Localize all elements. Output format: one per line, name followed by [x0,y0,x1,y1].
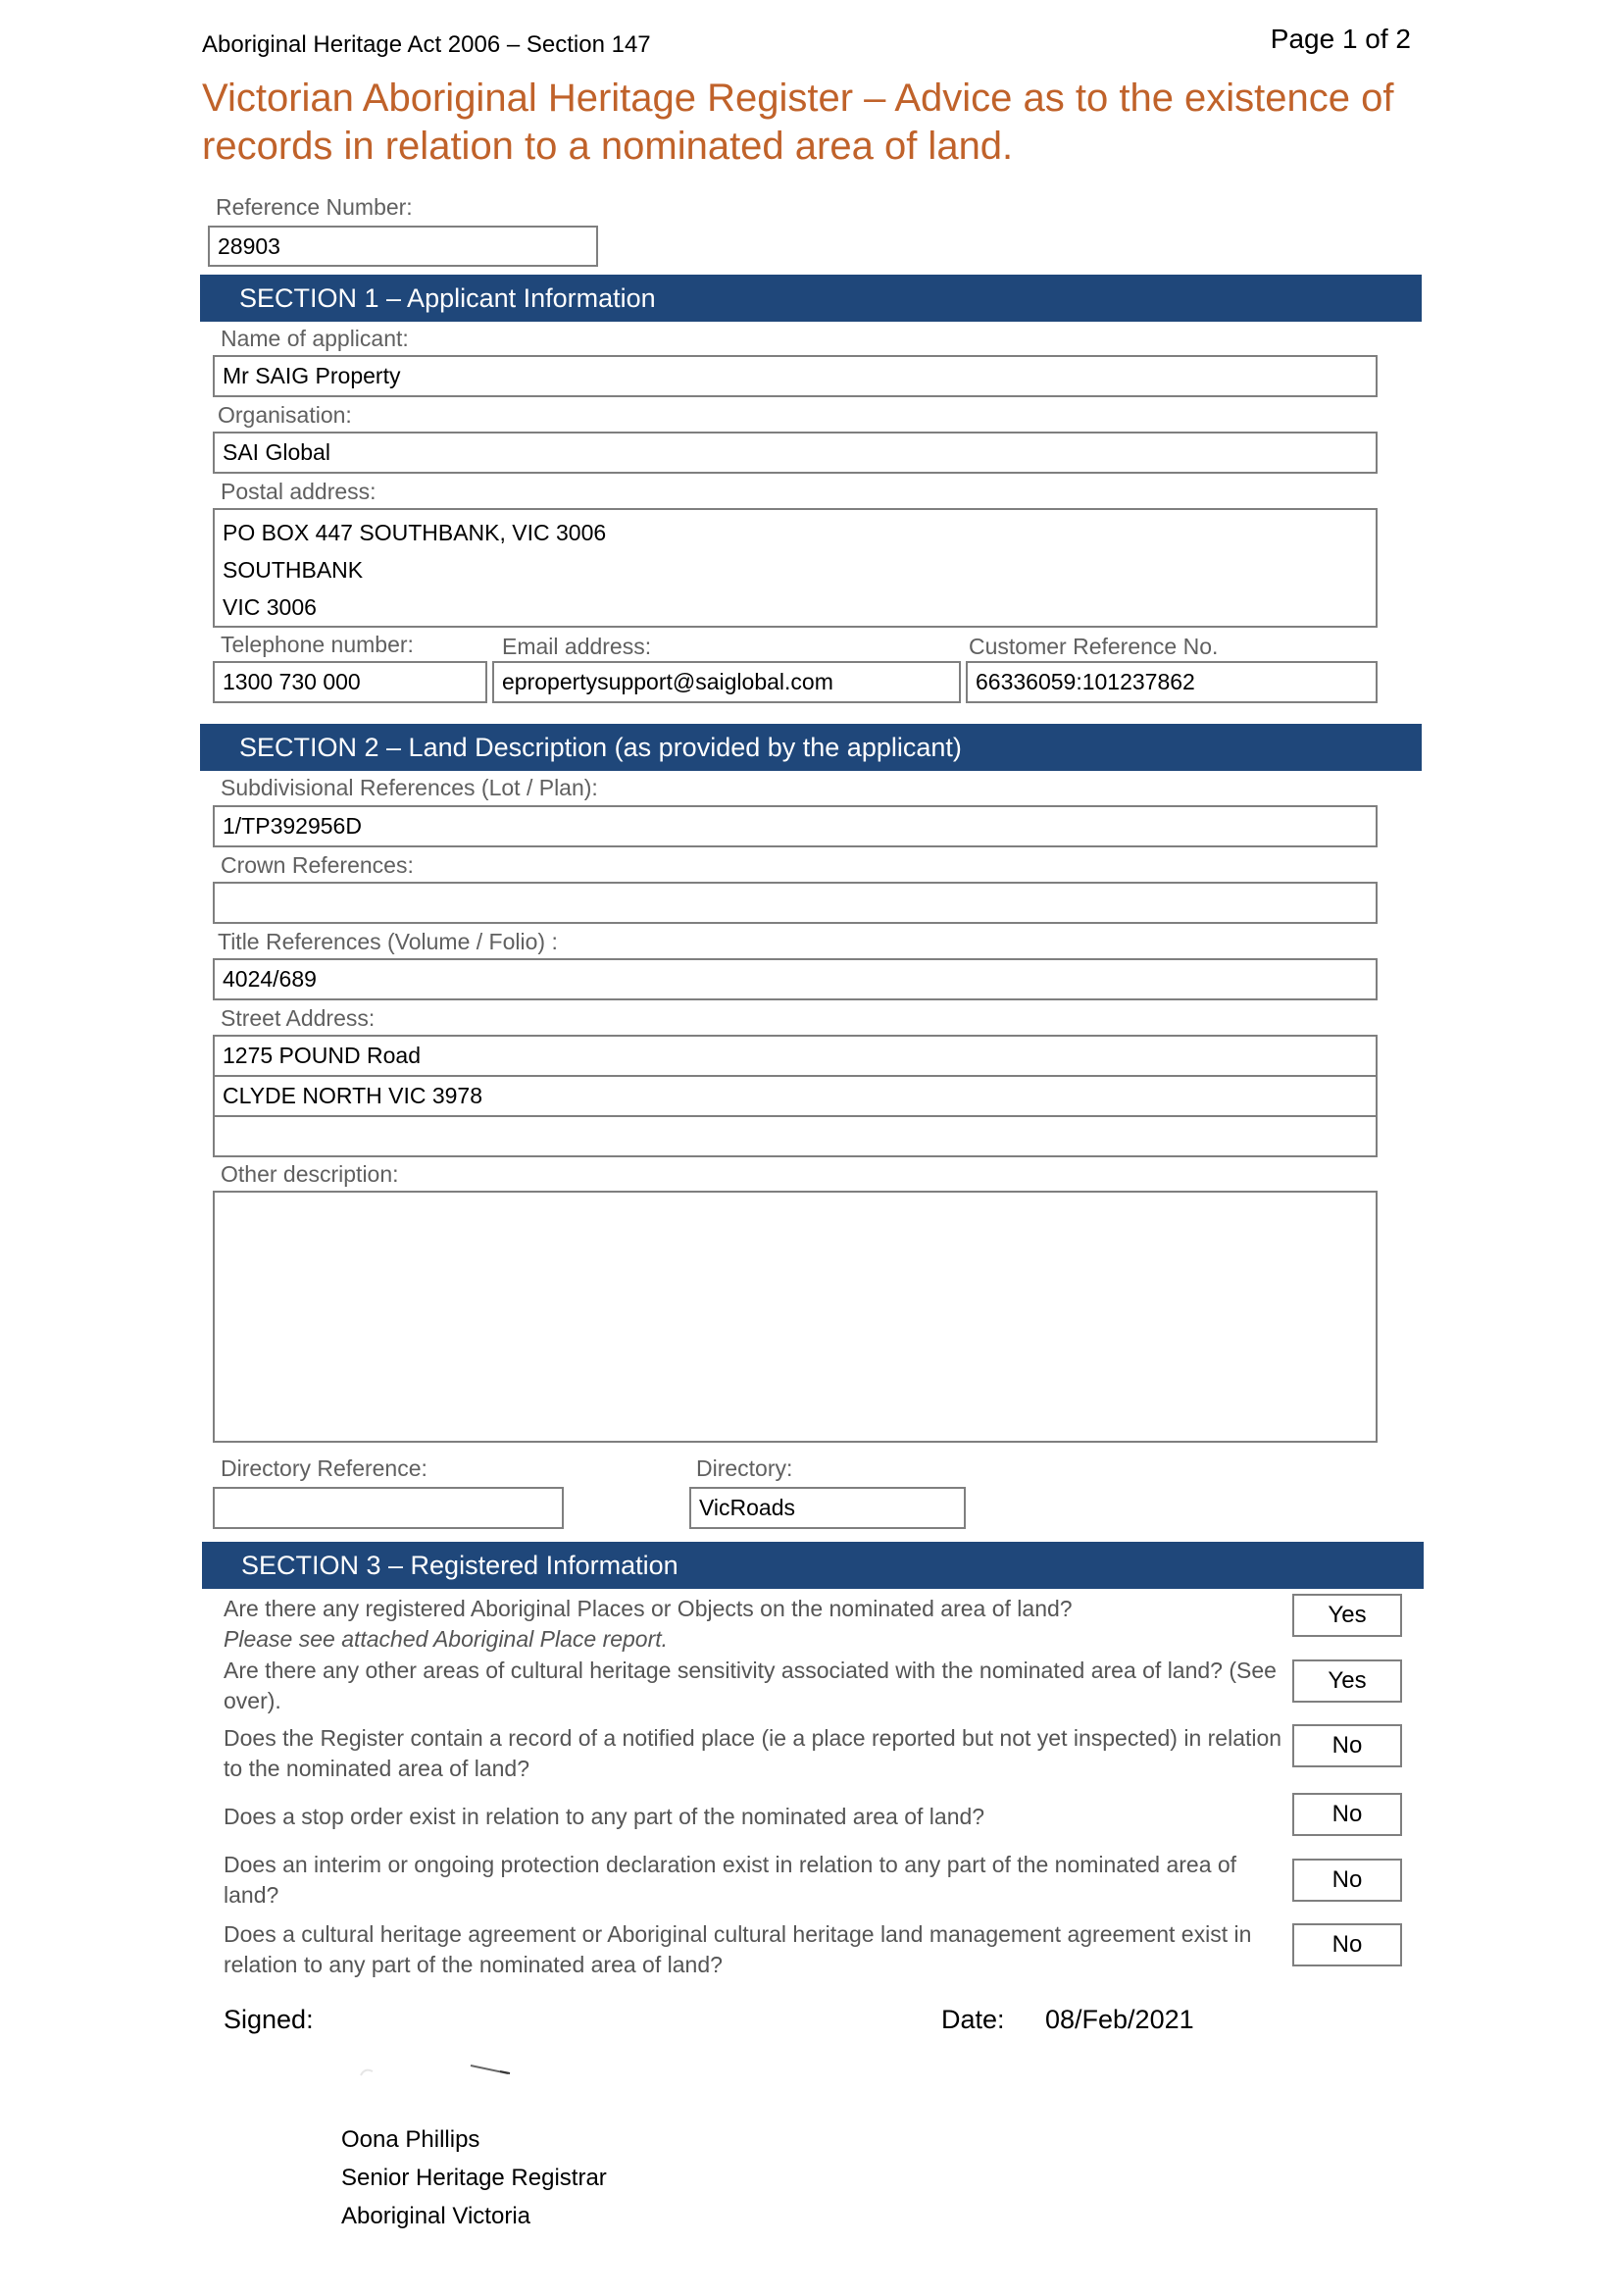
section-2-header: SECTION 2 – Land Description (as provided by the applicant) [200,724,1422,771]
signatory-role: Senior Heritage Registrar [341,2165,607,2191]
telephone-field: 1300 730 000 [213,661,487,703]
directory-reference-label: Directory Reference: [221,1455,427,1481]
date-value: 08/Feb/2021 [1045,2005,1194,2034]
customer-reference-field: 66336059:101237862 [966,661,1378,703]
answer-box: Yes [1292,1659,1402,1703]
subdivisional-references-field: 1/TP392956D [213,805,1378,847]
answer-box: No [1292,1724,1402,1767]
directory-reference-field [213,1487,564,1529]
applicant-name-field: Mr SAIG Property [213,355,1378,397]
postal-address-line: SOUTHBANK [223,557,364,583]
crown-references-label: Crown References: [221,852,414,878]
question-note: Please see attached Aboriginal Place report. [224,1626,669,1652]
street-address-line-1: 1275 POUND Road [213,1035,1378,1077]
section-1-header: SECTION 1 – Applicant Information [200,275,1422,322]
date-label: Date: [941,2005,1005,2034]
answer-box: No [1292,1793,1402,1836]
organisation-field: SAI Global [213,432,1378,474]
customer-reference-label: Customer Reference No. [969,634,1219,659]
street-address-line-3 [213,1115,1378,1157]
document-title: Victorian Aboriginal Heritage Register – Advice as to the existence of records in relation to a nominated area of land. [202,77,1394,168]
question-notified-place: Does the Register contain a record of a notified place (ie a place reported but not yet inspected) in relation to the nominated area of land? [224,1725,1282,1781]
signed-label: Signed: [224,2005,314,2034]
question-registered-places [224,1594,1282,1655]
street-address-line-2: CLYDE NORTH VIC 3978 [213,1075,1378,1117]
signatory-organisation: Aboriginal Victoria [341,2203,530,2229]
answer-box: Yes [1292,1594,1402,1637]
email-field: epropertysupport@saiglobal.com [492,661,961,703]
postal-address-label: Postal address: [221,479,377,504]
directory-field: VicRoads [689,1487,966,1529]
street-address-label: Street Address: [221,1005,376,1031]
signatory-name: Oona Phillips [341,2126,480,2153]
question-protection-declaration: Does an interim or ongoing protection declaration exist in relation to any part of the nominated area of land? [224,1852,1237,1908]
question-text: Are there any registered Aboriginal Places or Objects on the nominated area of land? [224,1596,1073,1621]
postal-address-field [213,508,1378,628]
question-cultural-sensitivity: Are there any other areas of cultural heritage sensitivity associated with the nominated area of land? (See over). [224,1658,1277,1713]
applicant-name-label: Name of applicant: [221,326,409,351]
section-3-header: SECTION 3 – Registered Information [202,1542,1424,1589]
question-stop-order: Does a stop order exist in relation to any part of the nominated area of land? [224,1804,985,1829]
title-references-label: Title References (Volume / Folio) : [218,929,558,954]
organisation-label: Organisation: [218,402,352,428]
other-description-field [213,1191,1378,1443]
directory-label: Directory: [696,1455,793,1481]
reference-number-label: Reference Number: [216,194,413,220]
signature-mark [353,2028,529,2097]
page-number: Page 1 of 2 [1270,24,1411,54]
act-reference: Aboriginal Heritage Act 2006 – Section 147 [202,31,651,58]
postal-address-line: PO BOX 447 SOUTHBANK, VIC 3006 [223,520,607,545]
telephone-label: Telephone number: [221,632,414,657]
question-heritage-agreement: Does a cultural heritage agreement or Aboriginal cultural heritage land management agreement exist in relation to any part of the nominated area of land? [224,1921,1252,1977]
postal-address-line: VIC 3006 [223,594,317,620]
email-label: Email address: [502,634,652,659]
signatory-block [341,2120,607,2235]
title-references-field: 4024/689 [213,958,1378,1000]
crown-references-field [213,882,1378,924]
subdivisional-references-label: Subdivisional References (Lot / Plan): [221,775,598,800]
other-description-label: Other description: [221,1161,399,1187]
answer-box: No [1292,1923,1402,1966]
reference-number-field: 28903 [208,226,598,267]
answer-box: No [1292,1859,1402,1902]
